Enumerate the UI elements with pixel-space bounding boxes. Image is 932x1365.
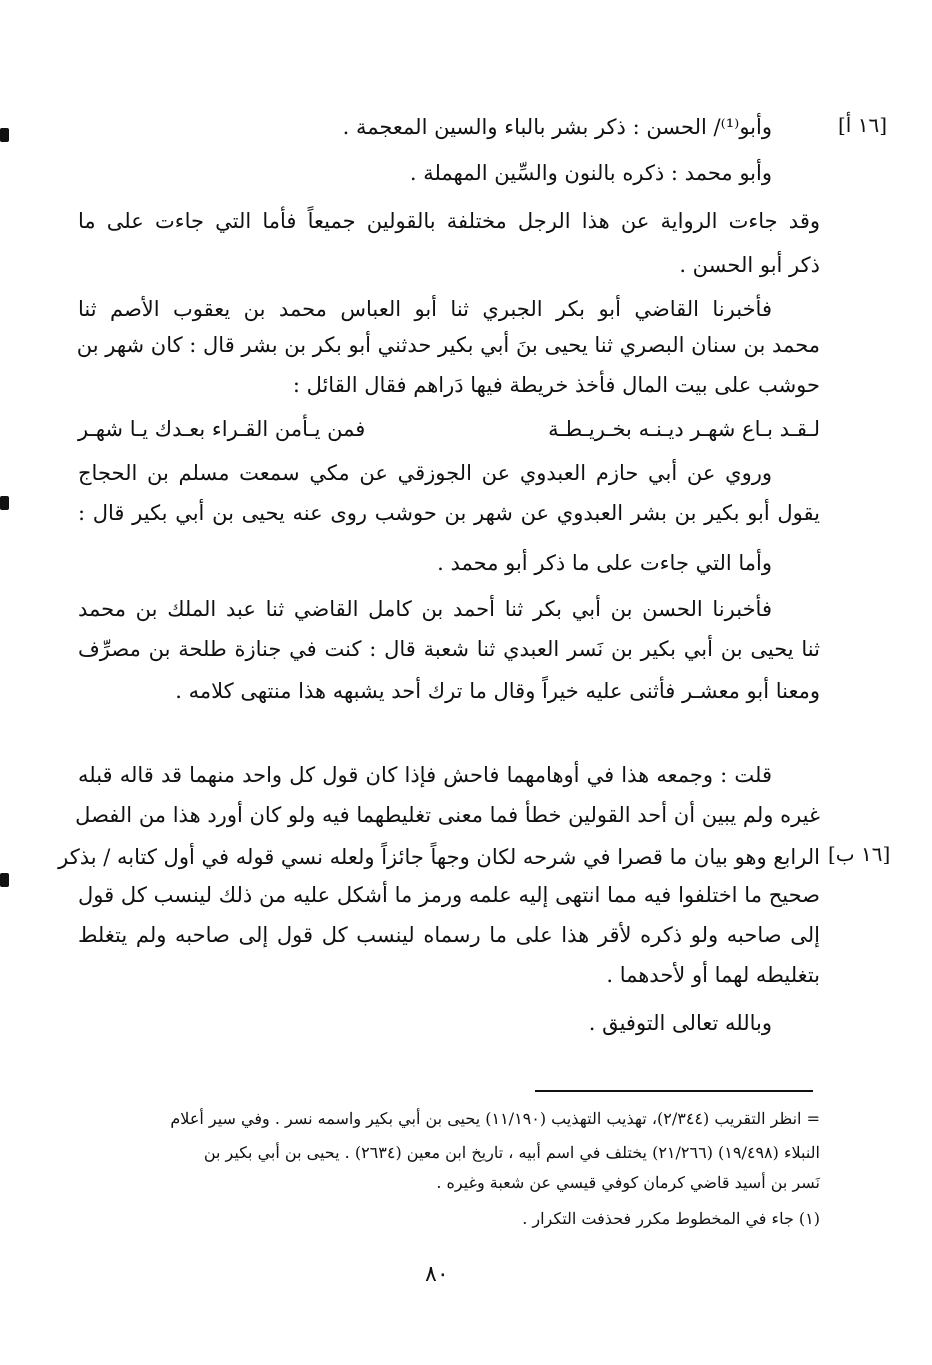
footnote-line: نَسر بن أسيد قاضي كرمان كوفي قيسي عن شعبة وغيره . [436, 1173, 820, 1192]
body-line: محمد بن سنان البصري ثنا يحيى بنَ أبي بكير حدثني أبو بكر بن بشر قال : كان شهر بن [76, 333, 820, 357]
page-number: ٨٠ [425, 1262, 449, 1287]
margin-note-16b: [١٦ ب] [828, 842, 891, 866]
body-line: ثنا يحيى بن أبي بكير بن نَسر العبدي ثنا شعبة قال : كنت في جنازة طلحة بن مصرِّف [78, 637, 820, 661]
body-line: غيره ولم يبين أن أحد القولين خطأ فما معنى تغليطهما فيه ولو كان أورد هذا من الفصل [75, 803, 820, 827]
body-line: وأبو محمد : ذكره بالنون والسِّين المهملة . [409, 161, 772, 185]
scan-mark [0, 128, 9, 142]
body-line: صحيح ما اختلفوا فيه مما انتهى إليه علمه ورمز ما أشكل عليه من ذلك لينسب كل قول [78, 883, 820, 907]
body-line: يقول أبو بكير بن بشر العبدوي عن شهر بن حوشب روى عنه يحيى بن أبي بكير قال : [78, 501, 820, 525]
body-line: ذكر أبو الحسن . [679, 253, 820, 277]
body-line: وقد جاءت الرواية عن هذا الرجل مختلفة بالقولين جميعاً فأما التي جاءت على ما [78, 209, 820, 233]
footnote-line: (١) جاء في المخطوط مكرر فحذفت التكرار . [522, 1209, 820, 1228]
scan-mark [0, 496, 9, 510]
body-line: وروي عن أبي حازم العبدوي عن الجوزقي عن مكي سمعت مسلم بن الحجاج [78, 461, 772, 485]
body-line: ومعنا أبو معشـر فأثنى عليه خيراً وقال ما ترك أحد يشبهه هذا منتهى كلامه . [175, 679, 820, 703]
body-line: وأما التي جاءت على ما ذكر أبو محمد . [437, 551, 772, 575]
verse-first-hemistich: لـقـد بـاع شهـر ديـنـه بخـريـطـة [548, 417, 820, 441]
footnote-line: النبلاء (١٩/٤٩٨) (٢١/٢٦٦) يختلف في اسم أبيه ، تاريخ ابن معين (٢٦٣٤) . يحيى بن أبي بكير بن [203, 1143, 820, 1162]
body-line: وبالله تعالى التوفيق . [588, 1011, 772, 1035]
body-line: إلى صاحبه ولو ذكره لأقر هذا على ما رسماه لينسب كل قول إلى صاحبه ولم يتغلط [78, 923, 820, 947]
body-line: فأخبرنا الحسن بن أبي بكر ثنا أحمد بن كامل القاضي ثنا عبد الملك بن محمد [78, 597, 772, 621]
body-line: بتغليطه لهما أو لأحدهما . [606, 963, 820, 987]
verse-second-hemistich: فمن يـأمن القـراء بعـدك يـا شهـر [78, 417, 366, 441]
body-line: وأبو⁽¹⁾/ الحسن : ذكر بشر بالباء والسين المعجمة . [342, 115, 772, 139]
body-line: حوشب على بيت المال فأخذ خريطة فيها دَراهم فقال القائل : [292, 373, 820, 397]
body-line: الرابع وهو بيان ما قصرا في شرحه لكان وجهاً جائزاً ولعله نسي قوله في أول كتابه / بذكر [58, 845, 820, 869]
body-line: قلت : وجمعه هذا في أوهامهما فاحش فإذا كان قول كل واحد منهما قد قاله قبله [78, 763, 772, 787]
scan-mark [0, 873, 9, 887]
footnote-separator [535, 1090, 813, 1092]
body-line: فأخبرنا القاضي أبو بكر الجبري ثنا أبو العباس محمد بن يعقوب الأصم ثنا [78, 297, 772, 321]
footnote-line: = انظر التقريب (٢/٣٤٤)، تهذيب التهذيب (١١/١٩٠) يحيى بن أبي بكير واسمه نسر . وفي سير أعلام [170, 1109, 820, 1128]
margin-note-16a: [١٦ أ] [838, 113, 888, 137]
